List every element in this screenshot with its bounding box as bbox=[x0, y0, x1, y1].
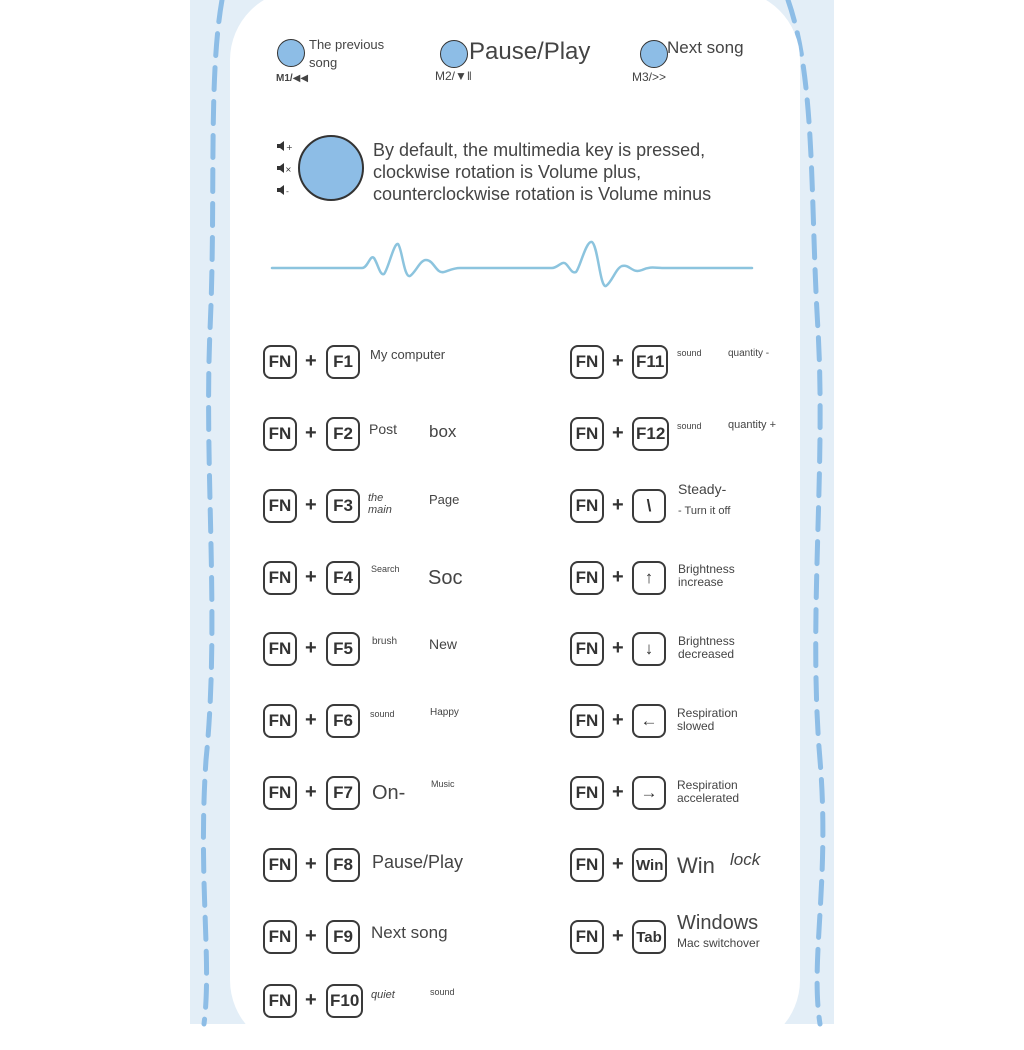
f1-label: My computer bbox=[370, 347, 446, 362]
f7-key: F7 bbox=[326, 776, 360, 810]
win-label-2: lock bbox=[730, 850, 761, 869]
f6-label-1: sound bbox=[370, 709, 395, 719]
volume-knob[interactable] bbox=[298, 135, 364, 201]
f11-key: F11 bbox=[632, 345, 668, 379]
f8-key: F8 bbox=[326, 848, 360, 882]
plus-sign: + bbox=[305, 350, 317, 372]
arrow-right-label: Respiration accelerated bbox=[677, 778, 740, 805]
plus-sign: + bbox=[612, 925, 624, 947]
f9-label: Next song bbox=[371, 923, 448, 942]
f5-label-2: New bbox=[429, 636, 458, 652]
f11-label-1: sound bbox=[677, 348, 702, 358]
next-song-button-circle[interactable] bbox=[640, 40, 668, 68]
f7-label-2: Music bbox=[431, 779, 455, 789]
pause-play-button-circle[interactable] bbox=[440, 40, 468, 68]
plus-sign: + bbox=[612, 494, 624, 516]
f2-label-2: box bbox=[429, 422, 457, 441]
fn-key: FN bbox=[570, 561, 604, 595]
fn-key: FN bbox=[263, 345, 297, 379]
arrow-left-label: Respiration slowed bbox=[677, 706, 738, 733]
fn-key: FN bbox=[263, 632, 297, 666]
fn-key: FN bbox=[570, 776, 604, 810]
f9-key: F9 bbox=[326, 920, 360, 954]
volume-icons bbox=[276, 141, 292, 197]
plus-sign: + bbox=[612, 853, 624, 875]
plus-sign: + bbox=[305, 494, 317, 516]
plus-sign: + bbox=[612, 637, 624, 659]
plus-sign: + bbox=[305, 989, 317, 1011]
plus-sign: + bbox=[612, 709, 624, 731]
f12-label-2: quantity + bbox=[728, 419, 777, 431]
f3-key: F3 bbox=[326, 489, 360, 523]
f6-key: F6 bbox=[326, 704, 360, 738]
arrow-up-label: Brightness increase bbox=[678, 562, 735, 589]
fn-key: FN bbox=[570, 848, 604, 882]
plus-sign: + bbox=[612, 422, 624, 444]
backslash-key: \ bbox=[632, 489, 666, 523]
plus-sign: + bbox=[305, 781, 317, 803]
fn-key: FN bbox=[570, 632, 604, 666]
mute-icon bbox=[277, 163, 292, 174]
f6-label-2: Happy bbox=[430, 707, 459, 718]
tab-label-1: Windows bbox=[677, 912, 759, 934]
svg-text:+: + bbox=[286, 143, 293, 152]
fn-key: FN bbox=[263, 417, 297, 451]
f3-label-2: Page bbox=[429, 492, 460, 507]
f10-label-2: sound bbox=[430, 987, 455, 997]
plus-sign: + bbox=[305, 566, 317, 588]
fn-key: FN bbox=[263, 704, 297, 738]
previous-song-sub: M1/◀◀ bbox=[276, 73, 309, 84]
knob-line-1: By default, the multimedia key is pressed, bbox=[373, 140, 706, 160]
next-song-label: Next song bbox=[667, 38, 744, 57]
volume-up-icon bbox=[277, 141, 293, 152]
knob-description bbox=[373, 139, 711, 205]
tab-label-2: Mac switchover bbox=[677, 936, 760, 950]
plus-sign: + bbox=[305, 925, 317, 947]
win-label-1: Win bbox=[677, 853, 715, 878]
fn-key: FN bbox=[570, 920, 604, 954]
arrow-left-key: ← bbox=[632, 704, 666, 738]
plus-sign: + bbox=[612, 566, 624, 588]
f3-label-1: the main bbox=[368, 492, 392, 516]
knob-line-3: counterclockwise rotation is Volume minus bbox=[373, 184, 712, 204]
pause-play-label: Pause/Play bbox=[469, 38, 591, 65]
f1-key: F1 bbox=[326, 345, 360, 379]
tab-key: Tab bbox=[632, 920, 666, 954]
plus-sign: + bbox=[305, 709, 317, 731]
next-song-sub: M3/>> bbox=[632, 70, 667, 84]
previous-song-label: The previous song bbox=[309, 37, 385, 70]
arrow-down-label: Brightness decreased bbox=[678, 634, 735, 661]
plus-sign: + bbox=[612, 781, 624, 803]
plus-sign: + bbox=[305, 422, 317, 444]
fn-key: FN bbox=[263, 984, 297, 1018]
pause-play-sub: M2/▼‖ bbox=[435, 69, 472, 83]
fn-key: FN bbox=[263, 489, 297, 523]
fn-key: FN bbox=[570, 417, 604, 451]
f5-key: F5 bbox=[326, 632, 360, 666]
plus-sign: + bbox=[612, 350, 624, 372]
arrow-up-key: ↑ bbox=[632, 561, 666, 595]
fn-key: FN bbox=[570, 345, 604, 379]
previous-song-button-circle[interactable] bbox=[277, 39, 305, 67]
backslash-label-2: - Turn it off bbox=[678, 505, 731, 517]
knob-line-2: clockwise rotation is Volume plus, bbox=[373, 162, 642, 182]
f5-label-1: brush bbox=[372, 636, 398, 647]
arrow-down-key: ↓ bbox=[632, 632, 666, 666]
f12-label-1: sound bbox=[677, 421, 702, 431]
win-key: Win bbox=[632, 848, 667, 882]
backslash-label-1: Steady- bbox=[678, 481, 727, 497]
arrow-right-key: → bbox=[632, 776, 666, 810]
svg-text:-: - bbox=[286, 187, 289, 196]
f2-label-1: Post bbox=[369, 421, 398, 437]
plus-sign: + bbox=[305, 853, 317, 875]
f2-key: F2 bbox=[326, 417, 360, 451]
f4-key: F4 bbox=[326, 561, 360, 595]
wave-divider-decoration bbox=[270, 236, 754, 292]
fn-key: FN bbox=[263, 561, 297, 595]
f10-label-1: quiet bbox=[371, 989, 395, 1001]
volume-down-icon bbox=[277, 185, 289, 196]
fn-key: FN bbox=[570, 704, 604, 738]
f8-label: Pause/Play bbox=[372, 852, 464, 872]
f7-label-1: On- bbox=[372, 782, 406, 804]
svg-text:×: × bbox=[285, 165, 292, 174]
fn-key: FN bbox=[263, 920, 297, 954]
fn-key: FN bbox=[263, 776, 297, 810]
f12-key: F12 bbox=[632, 417, 669, 451]
fn-key: FN bbox=[570, 489, 604, 523]
f4-label-2: Soc bbox=[428, 567, 463, 589]
plus-sign: + bbox=[305, 637, 317, 659]
f10-key: F10 bbox=[326, 984, 363, 1018]
fn-key: FN bbox=[263, 848, 297, 882]
f4-label-1: Search bbox=[371, 564, 400, 574]
f11-label-2: quantity - bbox=[728, 348, 770, 359]
